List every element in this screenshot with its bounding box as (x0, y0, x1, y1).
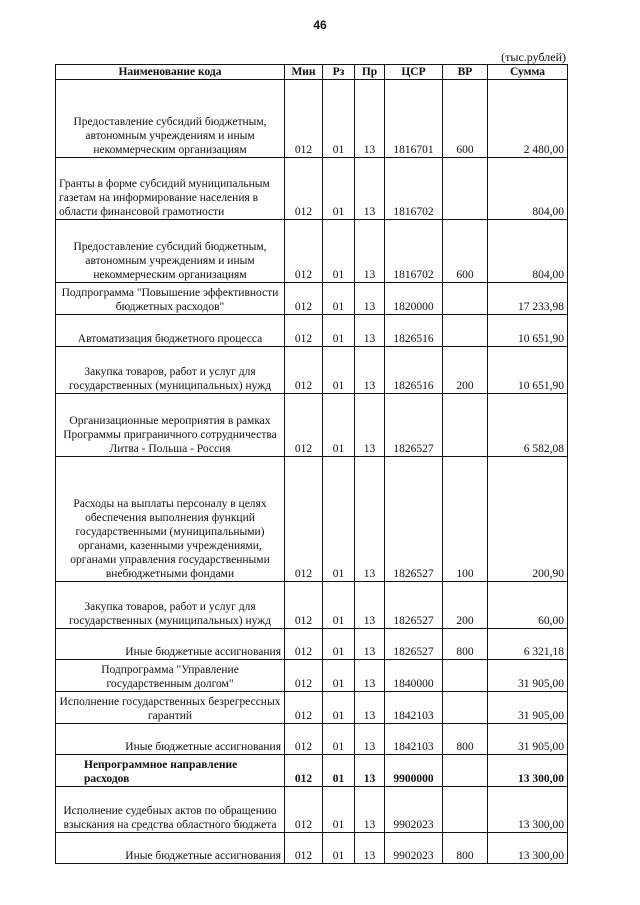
cell-rz: 01 (323, 582, 355, 629)
units-label: (тыс.рублей) (501, 50, 566, 64)
cell-min: 012 (285, 692, 323, 724)
cell-rz: 01 (323, 755, 355, 787)
cell-rz: 01 (323, 315, 355, 347)
cell-csr: 1842103 (385, 692, 443, 724)
cell-name: Иные бюджетные ассигнования (56, 833, 285, 864)
cell-sum: 804,00 (488, 158, 568, 220)
table-row (56, 629, 568, 660)
cell-rz: 01 (323, 724, 355, 755)
cell-rz: 01 (323, 833, 355, 864)
cell-csr: 1826527 (385, 582, 443, 629)
cell-vr: 600 (443, 80, 488, 158)
cell-name: Исполнение государственных безрегрессных гарантий (56, 692, 285, 724)
cell-pr: 13 (355, 692, 385, 724)
cell-name: Закупка товаров, работ и услуг для государственных (муниципальных) нужд (56, 582, 285, 629)
cell-name: Расходы на выплаты персоналу в целях обеспечения выполнения функций государственными (муниципальными) органами, казенными учреждениями, органами управления государственными внебюджетными фондами (56, 457, 285, 582)
table-row (56, 833, 568, 864)
cell-sum: 13 300,00 (488, 787, 568, 833)
cell-min: 012 (285, 80, 323, 158)
table-row (56, 347, 568, 394)
cell-name: Непрограммное направление расходов (56, 755, 285, 787)
cell-min: 012 (285, 457, 323, 582)
cell-name: Подпрограмма "Управление государственным долгом" (56, 660, 285, 692)
cell-sum: 31 905,00 (488, 724, 568, 755)
cell-vr: 800 (443, 629, 488, 660)
cell-vr (443, 660, 488, 692)
cell-csr: 1820000 (385, 283, 443, 315)
table-row (56, 315, 568, 347)
cell-pr: 13 (355, 660, 385, 692)
cell-vr (443, 755, 488, 787)
cell-min: 012 (285, 755, 323, 787)
table-row (56, 394, 568, 457)
cell-pr: 13 (355, 315, 385, 347)
cell-rz: 01 (323, 283, 355, 315)
table-row (56, 692, 568, 724)
cell-min: 012 (285, 394, 323, 457)
cell-csr: 1826527 (385, 394, 443, 457)
table-row (56, 724, 568, 755)
cell-csr: 1842103 (385, 724, 443, 755)
cell-vr: 600 (443, 220, 488, 283)
cell-min: 012 (285, 315, 323, 347)
cell-name: Гранты в форме субсидий муниципальным газетам на информирование населения в области финансовой грамотности (56, 158, 285, 220)
cell-min: 012 (285, 158, 323, 220)
table-row (56, 787, 568, 833)
cell-pr: 13 (355, 629, 385, 660)
cell-vr: 100 (443, 457, 488, 582)
cell-name: Иные бюджетные ассигнования (56, 629, 285, 660)
cell-pr: 13 (355, 582, 385, 629)
cell-vr (443, 692, 488, 724)
cell-rz: 01 (323, 692, 355, 724)
cell-csr: 9902023 (385, 787, 443, 833)
cell-min: 012 (285, 629, 323, 660)
cell-name: Исполнение судебных актов по обращению взыскания на средства областного бюджета (56, 787, 285, 833)
cell-pr: 13 (355, 220, 385, 283)
cell-name: Предоставление субсидий бюджетным, автономным учреждениям и иным некоммерческим организациям (56, 220, 285, 283)
cell-pr: 13 (355, 755, 385, 787)
cell-name: Иные бюджетные ассигнования (56, 724, 285, 755)
cell-csr: 1826516 (385, 315, 443, 347)
cell-sum: 200,90 (488, 457, 568, 582)
table-row (56, 158, 568, 220)
cell-rz: 01 (323, 457, 355, 582)
cell-name: Подпрограмма "Повышение эффективности бюджетных расходов" (56, 283, 285, 315)
table-row (56, 80, 568, 158)
cell-csr: 1826527 (385, 629, 443, 660)
cell-rz: 01 (323, 394, 355, 457)
cell-min: 012 (285, 220, 323, 283)
cell-vr: 200 (443, 582, 488, 629)
cell-sum: 6 321,18 (488, 629, 568, 660)
cell-pr: 13 (355, 787, 385, 833)
cell-vr (443, 158, 488, 220)
cell-name: Закупка товаров, работ и услуг для государственных (муниципальных) нужд (56, 347, 285, 394)
cell-rz: 01 (323, 347, 355, 394)
page-number: 46 (313, 18, 327, 32)
cell-min: 012 (285, 787, 323, 833)
cell-sum: 31 905,00 (488, 660, 568, 692)
cell-sum: 6 582,08 (488, 394, 568, 457)
cell-rz: 01 (323, 629, 355, 660)
cell-name: Предоставление субсидий бюджетным, автономным учреждениям и иным некоммерческим организациям (56, 80, 285, 158)
cell-csr: 1826527 (385, 457, 443, 582)
table-row (56, 755, 568, 787)
cell-pr: 13 (355, 158, 385, 220)
cell-rz: 01 (323, 220, 355, 283)
cell-sum: 10 651,90 (488, 315, 568, 347)
cell-min: 012 (285, 833, 323, 864)
cell-min: 012 (285, 724, 323, 755)
cell-sum: 804,00 (488, 220, 568, 283)
cell-vr (443, 394, 488, 457)
header-sum: Сумма (488, 65, 568, 80)
cell-sum: 60,00 (488, 582, 568, 629)
cell-sum: 13 300,00 (488, 755, 568, 787)
table-row (56, 220, 568, 283)
cell-pr: 13 (355, 283, 385, 315)
cell-name: Организационные мероприятия в рамках Программы приграничного сотрудничества Литва - Польша - Россия (56, 394, 285, 457)
cell-csr: 1816702 (385, 158, 443, 220)
cell-csr: 1816702 (385, 220, 443, 283)
cell-name: Автоматизация бюджетного процесса (56, 315, 285, 347)
table-row (56, 283, 568, 315)
table-row (56, 582, 568, 629)
cell-vr (443, 283, 488, 315)
header-min: Мин (285, 65, 323, 80)
cell-csr: 9902023 (385, 833, 443, 864)
cell-min: 012 (285, 347, 323, 394)
cell-min: 012 (285, 660, 323, 692)
cell-rz: 01 (323, 158, 355, 220)
cell-sum: 13 300,00 (488, 833, 568, 864)
cell-rz: 01 (323, 80, 355, 158)
cell-vr: 200 (443, 347, 488, 394)
cell-sum: 17 233,98 (488, 283, 568, 315)
cell-vr (443, 315, 488, 347)
cell-vr: 800 (443, 724, 488, 755)
header-csr: ЦСР (385, 65, 443, 80)
cell-pr: 13 (355, 347, 385, 394)
cell-rz: 01 (323, 660, 355, 692)
table-header-row (56, 65, 568, 80)
cell-sum: 2 480,00 (488, 80, 568, 158)
cell-pr: 13 (355, 724, 385, 755)
cell-rz: 01 (323, 787, 355, 833)
cell-sum: 10 651,90 (488, 347, 568, 394)
table-row (56, 457, 568, 582)
budget-table (55, 64, 568, 864)
cell-csr: 9900000 (385, 755, 443, 787)
cell-pr: 13 (355, 457, 385, 582)
cell-min: 012 (285, 582, 323, 629)
cell-pr: 13 (355, 833, 385, 864)
header-name: Наименование кода (56, 65, 285, 80)
cell-vr (443, 787, 488, 833)
cell-sum: 31 905,00 (488, 692, 568, 724)
cell-pr: 13 (355, 80, 385, 158)
cell-csr: 1826516 (385, 347, 443, 394)
cell-csr: 1816701 (385, 80, 443, 158)
cell-vr: 800 (443, 833, 488, 864)
cell-min: 012 (285, 283, 323, 315)
table-row (56, 660, 568, 692)
cell-pr: 13 (355, 394, 385, 457)
header-rz: Рз (323, 65, 355, 80)
header-vr: ВР (443, 65, 488, 80)
cell-csr: 1840000 (385, 660, 443, 692)
header-pr: Пр (355, 65, 385, 80)
